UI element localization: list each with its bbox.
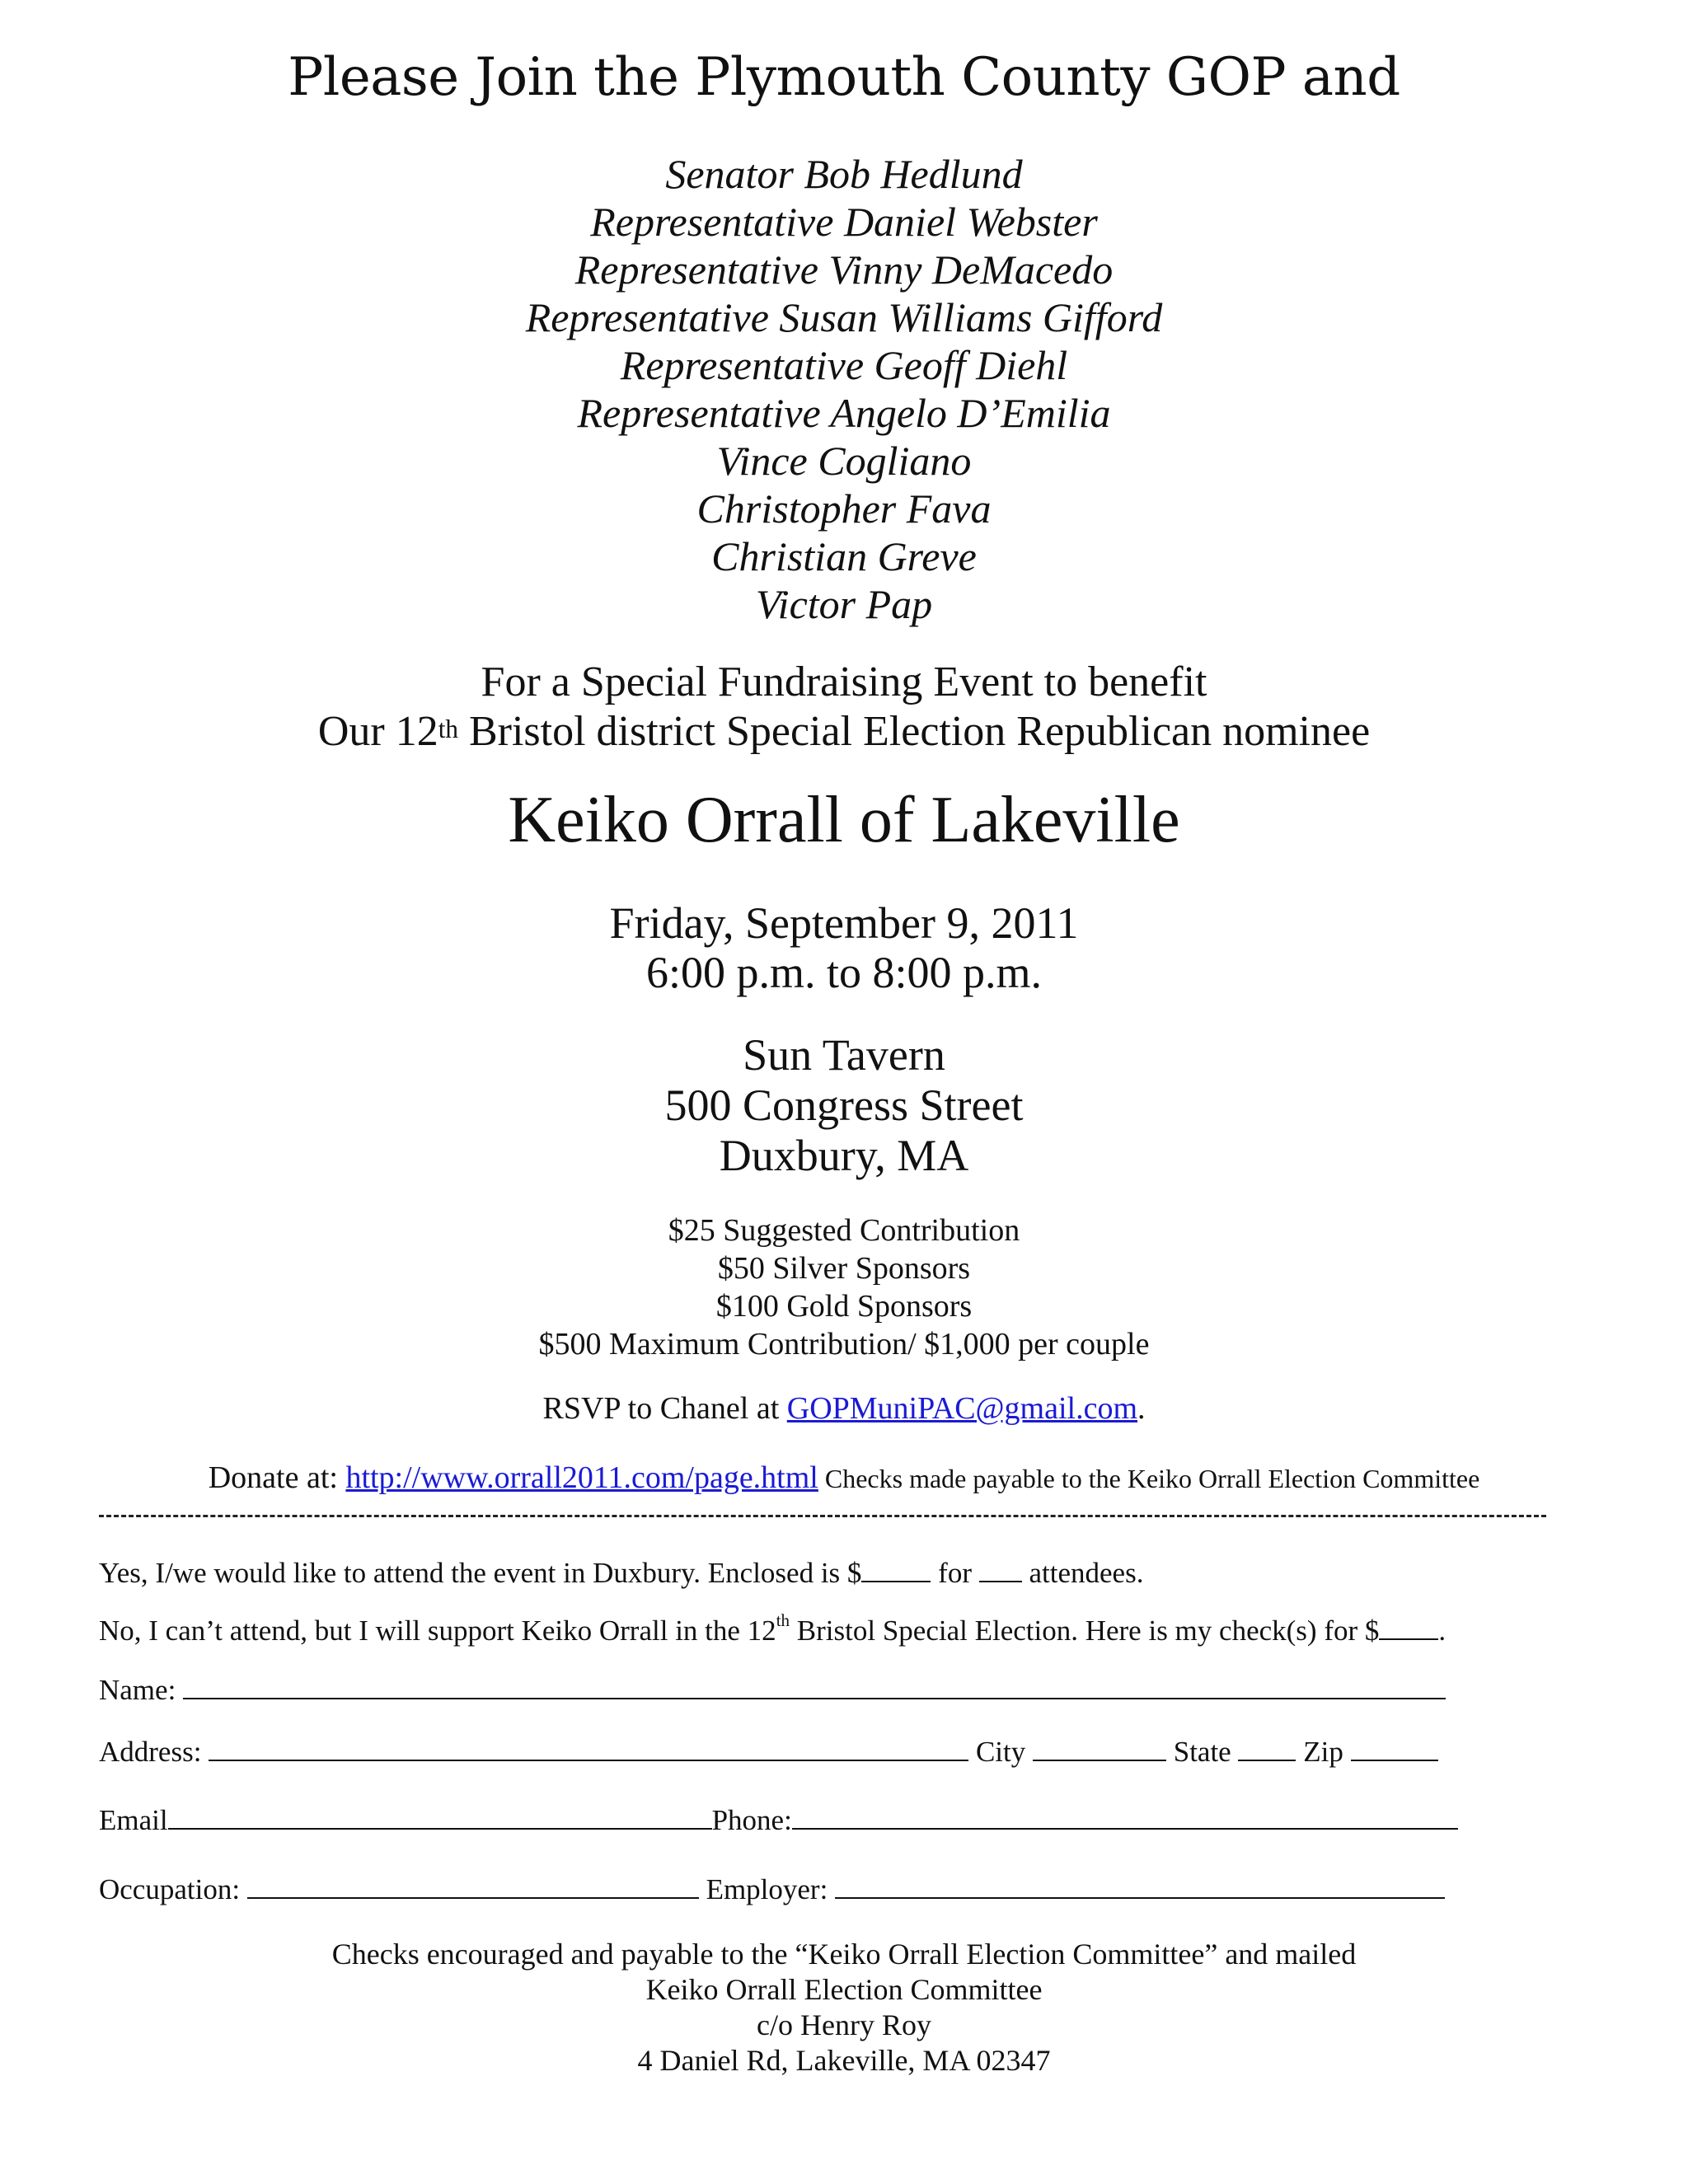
phone-field[interactable] [792, 1803, 1458, 1830]
cut-line-divider [99, 1515, 1546, 1517]
host-name: Senator Bob Hedlund [665, 151, 1023, 197]
city-label: City [968, 1736, 1033, 1768]
name-row [99, 1673, 1446, 1704]
address-label: Address: [99, 1736, 209, 1768]
address-row [99, 1735, 1438, 1766]
event-intro-line2: Our 12th Bristol district Special Election Republican nominee [317, 708, 1371, 755]
venue-street: 500 Congress Street [664, 1080, 1024, 1130]
state-label: State [1165, 1736, 1239, 1768]
event-datetime [0, 898, 1688, 997]
zip-label: Zip [1296, 1736, 1351, 1768]
host-name: Representative Susan Williams Gifford [525, 294, 1163, 340]
footer-line: Keiko Orrall Election Committee [645, 1973, 1043, 2006]
candidate-name: Keiko Orrall of Lakeville [508, 784, 1180, 856]
event-description [0, 658, 1688, 757]
occupation-field[interactable] [247, 1872, 699, 1899]
zip-field[interactable] [1351, 1735, 1438, 1761]
rsvp-line: RSVP to Chanel at GOPMuniPAC@gmail.com. [542, 1391, 1146, 1426]
contribution-levels [0, 1212, 1688, 1363]
venue-city: Duxbury, MA [719, 1131, 969, 1180]
attend-option: Yes, I/we would like to attend the event in Duxbury. Enclosed is $ for attendees. [99, 1557, 1144, 1589]
host-name: Representative Daniel Webster [590, 199, 1098, 245]
name-label: Name: [99, 1674, 184, 1706]
email-field[interactable] [168, 1803, 712, 1830]
email-phone-row [99, 1803, 1458, 1835]
rsvp-email-link[interactable]: GOPMuniPAC@gmail.com [786, 1391, 1138, 1426]
attendee-count-blank[interactable] [979, 1556, 1022, 1582]
name-field[interactable] [183, 1673, 1446, 1699]
employer-field[interactable] [835, 1872, 1445, 1899]
footer-line: 4 Daniel Rd, Lakeville, MA 02347 [637, 2044, 1051, 2077]
contribution-level: $50 Silver Sponsors [717, 1251, 971, 1286]
mailing-instructions [0, 1937, 1688, 2079]
host-name: Christopher Fava [696, 485, 992, 532]
address-field[interactable] [209, 1735, 968, 1761]
footer-line: Checks encouraged and payable to the “Keiko Orrall Election Committee” and mailed [331, 1938, 1357, 1971]
host-name: Christian Greve [711, 533, 977, 579]
contribution-level: $500 Maximum Contribution/ $1,000 per couple [538, 1327, 1150, 1361]
event-date: Friday, September 9, 2011 [609, 898, 1079, 948]
invitation-heading: Please Join the Plymouth County GOP and [288, 47, 1400, 108]
contribution-level: $100 Gold Sponsors [715, 1289, 973, 1324]
donate-line: Donate at: http://www.orrall2011.com/page.html Checks made payable to the Keiko Orrall Election Committee [208, 1460, 1480, 1495]
host-name: Representative Angelo D’Emilia [577, 390, 1111, 436]
support-option: No, I can’t attend, but I will support Keiko Orrall in the 12th Bristol Special Election. Here is my check(s) for $ . [99, 1610, 1447, 1647]
phone-label: Phone: [711, 1804, 792, 1836]
venue [0, 1030, 1688, 1181]
occupation-label: Occupation: [99, 1873, 247, 1905]
city-field[interactable] [1033, 1735, 1166, 1761]
venue-name: Sun Tavern [743, 1030, 945, 1080]
contribution-level: $25 Suggested Contribution [668, 1213, 1020, 1248]
checks-note: Checks made payable to the Keiko Orrall Election Committee [818, 1464, 1480, 1493]
host-name: Representative Vinny DeMacedo [574, 246, 1114, 293]
host-name: Representative Geoff Diehl [620, 342, 1068, 388]
event-time: 6:00 p.m. to 8:00 p.m. [645, 948, 1042, 997]
host-name: Victor Pap [755, 581, 933, 627]
footer-line: c/o Henry Roy [757, 2008, 931, 2041]
email-label: Email [99, 1804, 168, 1836]
amount-blank[interactable] [861, 1556, 931, 1582]
host-list [0, 150, 1688, 628]
donate-url-link[interactable]: http://www.orrall2011.com/page.html [345, 1460, 818, 1495]
event-intro-line1: For a Special Fundraising Event to benefit [481, 658, 1207, 705]
employer-label: Employer: [698, 1873, 836, 1905]
state-field[interactable] [1238, 1735, 1296, 1761]
check-amount-blank[interactable] [1379, 1614, 1438, 1640]
host-name: Vince Cogliano [716, 438, 972, 484]
occupation-employer-row [99, 1872, 1445, 1904]
